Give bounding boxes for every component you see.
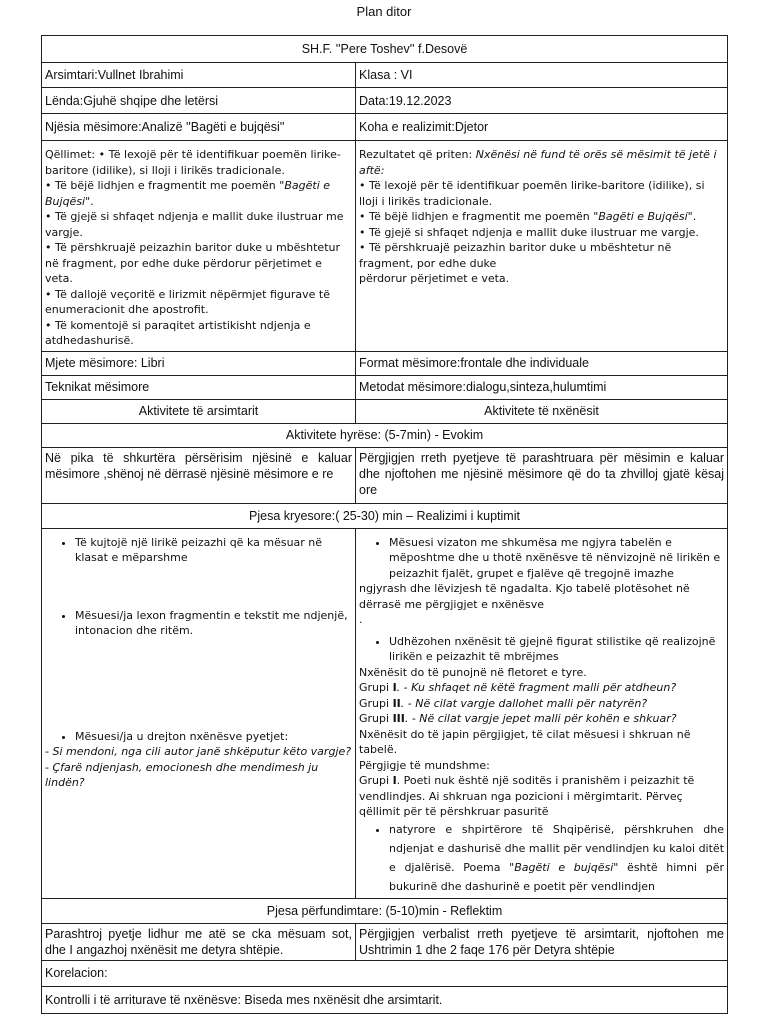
intro-teacher-activity: Në pika të shkurtëra përsërisim njësinë e kaluar mësimore ,shënoj në dërrasë njësinë mësimore e re bbox=[42, 447, 356, 503]
list-item: • natyrore e shpirtërore të Shqipërisë, përshkruhen dhe ndjenjat e dashurisë dhe mallit për vendlindjen ku kaloi ditët e djalërisë. Poema "Bagëti e bujqësi" është himni për bukurinë dhe dashurinë e poetit për vendlindjen bbox=[389, 820, 724, 896]
objective-item: • Të përshkruajë peizazhin baritor duke u mbështetur në fragment, por edhe duke përdorur përjetimet e veta. bbox=[45, 241, 340, 285]
objective-item: • Të gjejë si shfaqet ndjenja e mallit duke ilustruar me vargje. bbox=[45, 210, 344, 239]
achievement-check: Kontrolli i të arriturave të nxënësve: Biseda mes nxënësit dhe arsimtarit. bbox=[42, 986, 728, 1013]
question: - Si mendoni, nga cili autor janë shkëputur këto vargje? bbox=[45, 745, 352, 758]
student-activities-header: Aktivitete të nxënësit bbox=[356, 399, 728, 423]
final-section-header: Pjesa përfundimtare: (5-10)min - Reflektim bbox=[42, 898, 728, 923]
list-item: • Mësuesi vizaton me shkumësa me ngjyra tabelën e mëposhtme dhe u thotë nxënësve të nënvizojnë në lirikën e peizazhit fjalët, grupet e fjalëve që tregojnë imazhe bbox=[389, 535, 724, 582]
result-item: përdorur përjetimet e veta. bbox=[359, 272, 510, 285]
result-item: • Të gjejë si shfaqet ndjenja e mallit duke ilustruar me vargje. bbox=[359, 225, 699, 239]
text-line: . bbox=[359, 613, 363, 626]
page-title: Plan ditor bbox=[356, 4, 412, 19]
list-item: • Mësuesi/ja lexon fragmentin e tekstit me ndjenjë, intonacion dhe ritëm. bbox=[75, 608, 352, 639]
teaching-format: Format mësimore:frontale dhe individuale bbox=[356, 351, 728, 375]
main-teacher-activity bbox=[42, 528, 356, 898]
objective-item: • Të dallojë veçoritë e lirizmit nëpërmjet figurave të enumeracionit dhe apostrofit. bbox=[45, 287, 330, 316]
correlation: Korelacion: bbox=[42, 960, 728, 986]
final-teacher-activity: Parashtroj pyetje lidhur me atë se cka mësuam sot, dhe I angazhoj nxënësit me detyra shtëpie. bbox=[42, 923, 356, 960]
text-line: Grupi I. Poeti nuk është një soditës i pranishëm i peizazhit të vendlindjes. Ai shkruan nga pozicioni i mërgimtarit. Përveç qëllimit për të përshkruar pasuritë bbox=[359, 774, 695, 818]
teaching-tools: Mjete mësimore: Libri bbox=[42, 351, 356, 375]
group-question: Grupi III. - Në cilat vargje jepet malli për kohën e shkuar? bbox=[359, 712, 677, 725]
objective-item: • Të komentojë si paraqitet artistikisht ndjenja e atdhedashurisë. bbox=[45, 318, 311, 347]
results-cell bbox=[356, 141, 728, 352]
result-item: • Të lexojë për të identifikuar poemën lirike-baritore (idilike), si lloji i lirikës tradicionale. bbox=[359, 179, 705, 208]
date: Data:19.12.2023 bbox=[356, 88, 728, 114]
text-line: Nxënësit do të punojnë në fletoret e tyre. bbox=[359, 665, 587, 679]
question: - Çfarë ndjenjash, emocionesh dhe mendimesh ju lindën? bbox=[45, 760, 319, 789]
text-line: Nxënësit do të japin përgjigjet, të cilat mësuesi i shkruan në tabelë. bbox=[359, 727, 691, 756]
main-student-activity bbox=[356, 528, 728, 898]
results-intro: Rezultatet që priten: Nxënësi në fund të orës së mësimit të jetë i aftë: bbox=[359, 148, 717, 177]
intro-section-header: Aktivitete hyrëse: (5-7min) - Evokim bbox=[42, 423, 728, 447]
duration: Koha e realizimit:Djetor bbox=[356, 114, 728, 141]
subject: Lënda:Gjuhë shqipe dhe letërsi bbox=[42, 88, 356, 114]
teaching-techniques: Teknikat mësimore bbox=[42, 375, 356, 399]
teacher-activities-header: Aktivitete të arsimtarit bbox=[42, 399, 356, 423]
result-item: • Të bëjë lidhjen e fragmentit me poemën "Bagëti e Bujqësi". bbox=[359, 210, 697, 223]
teaching-methods: Metodat mësimore:dialogu,sinteza,hulumtimi bbox=[356, 375, 728, 399]
list-item: • Të kujtojë një lirikë peizazhi që ka mësuar në klasat e mëparshme bbox=[75, 535, 352, 566]
lesson-unit: Njësia mësimore:Analizë ''Bagëti e bujqësi'' bbox=[42, 114, 356, 141]
text-line: ngjyrash dhe lëvizjesh të ngadalta. Kjo tabelë plotësohet në dërrasë me përgjigjet e nxënësve bbox=[359, 582, 690, 611]
intro-student-activity: Përgjigjen rreth pyetjeve të parashtruara për mësimin e kaluar dhe njoftohen me njësinë mësimore që do ta zhvilloj gjatë kësaj ore bbox=[356, 447, 728, 503]
main-section-header: Pjesa kryesore:( 25-30) min – Realizimi i kuptimit bbox=[42, 503, 728, 528]
list-item: • Udhëzohen nxënësit të gjejnë figurat stilistike që realizojnë lirikën e peizazhit të mbrëjmes bbox=[389, 634, 724, 665]
teacher-name: Arsimtari:Vullnet Ibrahimi bbox=[42, 63, 356, 88]
result-item: • Të përshkruajë peizazhin baritor duke u mbështetur në fragment, por edhe duke bbox=[359, 241, 672, 270]
list-item: • Mësuesi/ja u drejton nxënësve pyetjet: bbox=[75, 729, 352, 745]
objectives-intro: Qëllimet: • Të lexojë për të identifikuar poemën lirike-baritore (idilike), si lloji i lirikës tradicionale. bbox=[45, 148, 341, 177]
school-name: SH.F. ''Pere Toshev'' f.Desovë bbox=[42, 36, 728, 63]
group-question: Grupi II. - Në cilat vargje dallohet malli për natyrën? bbox=[359, 696, 648, 710]
lesson-plan-table bbox=[41, 35, 728, 1014]
text-line: Përgjigje të mundshme: bbox=[359, 758, 490, 772]
objectives-cell bbox=[42, 141, 356, 352]
class-level: Klasa : VI bbox=[356, 63, 728, 88]
final-student-activity: Përgjigjen verbalist rreth pyetjeve të arsimtarit, njoftohen me Ushtrimin 1 dhe 2 faqe 176 për Detyra shtëpie bbox=[356, 923, 728, 960]
group-question: Grupi I. - Ku shfaqet në këtë fragment malli për atdheun? bbox=[359, 681, 677, 694]
objective-item: • Të bëjë lidhjen e fragmentit me poemën "Bagëti e Bujqësi". bbox=[45, 179, 331, 208]
